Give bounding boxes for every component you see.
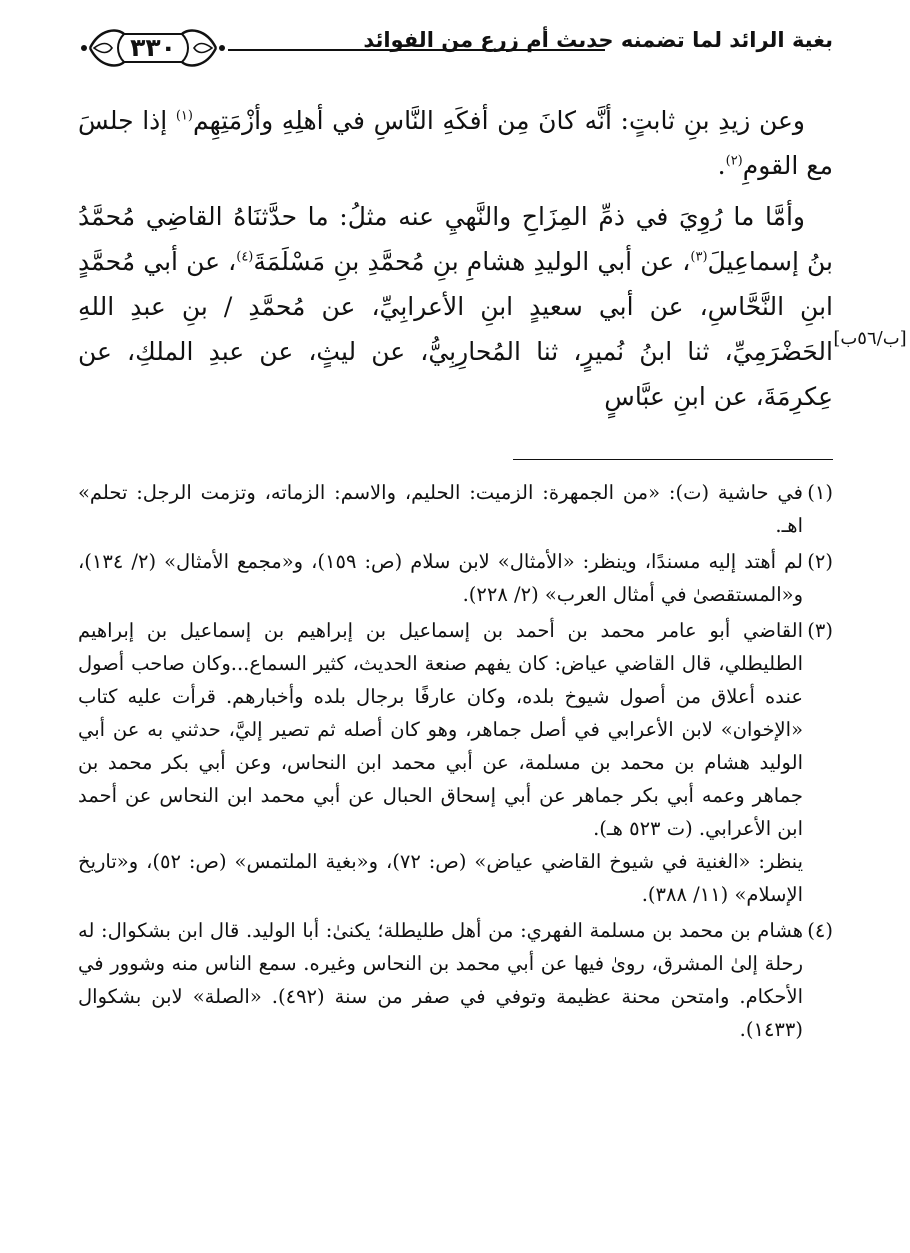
text-segment: ، عن أبي مُحمَّدٍ ابنِ النَّحَّاسِ، عن أبي سعيدٍ ابنِ الأعرابِيِّ، عن مُحمَّدِ / بنِ عبدِ اللهِ الحَضْرَمِيِّ، ثنا ابنُ نُميرٍ، ثنا المُحارِبِيُّ، عن ليثٍ، عن عبدِ الملكِ، عن عِكرِمَةَ، عن ابنِ عبَّاسٍ [78, 247, 833, 411]
footnote-ref: (٣) [690, 249, 708, 265]
footnote-number: (٢) [807, 550, 833, 573]
footnote-number: (٤) [807, 919, 833, 942]
page-header [78, 22, 833, 74]
footnote-item [78, 614, 833, 911]
text-segment: وأمَّا ما رُوِيَ في ذمِّ المِزَاحِ والنَّهيِ عنه مثلُ: ما حدَّثنَاهُ القاضِي مُحمَّدُ بنُ إسماعِيلَ [78, 202, 834, 276]
footnote-ref: (١) [175, 108, 193, 124]
footnote-number: (١) [807, 481, 833, 504]
footnote-item [78, 545, 833, 611]
footnote-text: هشام بن محمد بن مسلمة الفهري: من أهل طليطلة؛ يكنىٰ: أبا الوليد. قال ابن بشكوال: له رحلة إلىٰ المشرق، روىٰ فيها عن أبي محمد بن النحاس وغيره. سمع الناس منه وشوور في الأحكام. وامتحن محنة عظيمة وتوفي في صفر من سنة (٤٩٢). «الصلة» لابن بشكوال (١٤٣٣). [78, 919, 803, 1041]
footnote-separator [513, 459, 833, 460]
footnote-item [78, 914, 833, 1046]
footnote-item [78, 476, 833, 542]
footnote-text: في حاشية (ت): «من الجمهرة: الزميت: الحليم، والاسم: الزماته، وتزمت الرجل: تحلم» اهـ. [78, 481, 803, 537]
page-number-ornament [78, 22, 228, 74]
text-segment: إذا جلسَ مع القومِ [78, 106, 833, 180]
main-paragraph [78, 194, 833, 419]
footnote-number: (٣) [807, 619, 833, 642]
text-segment: ، عن أبي الوليدِ هشامِ بنِ مُحمَّدِ بنِ مَسْلَمَةَ [253, 247, 691, 276]
footnote-ref: (٢) [725, 153, 743, 169]
footnote-ref: (٤) [236, 249, 254, 265]
main-paragraph [78, 98, 833, 188]
footnote-sources: ينظر: «الغنية في شيوخ القاضي عياض» (ص: ٧٢)، و«بغية الملتمس» (ص: ٥٢)، و«تاريخ الإسلام» (١١/ ٣٨٨). [78, 850, 803, 906]
running-title: بغية الرائد لما تضمنه حديث أم زرع من الفوائد [363, 28, 833, 52]
text-segment: وعن زيدِ بنِ ثابتٍ: أنَّه كانَ مِن أفكَهِ النَّاسِ في أهلِهِ وأزْمَتِهِم [192, 106, 805, 135]
page-number: ٣٣٠ [130, 33, 176, 62]
text-segment: . [717, 151, 726, 180]
main-text [78, 98, 833, 425]
footnote-text: القاضي أبو عامر محمد بن أحمد بن إسماعيل بن إبراهيم بن إسماعيل بن إبراهيم الطليطلي، قال القاضي عياض: كان يفهم صنعة الحديث، كثير السماع...وكان صاحب أصول عنده أعلاق من أصول شيوخ بلده، وكان عارفًا برجال بلده وأخبارهم. قرأت عليه كتاب «الإخوان» لابن الأعرابي في أصل جماهر، وهو كان أصله ثم تصير إليَّ، حدثني به عن أبي الوليد هشام بن محمد بن مسلمة، عن أبي محمد ابن النحاس، وعن أبي بكر محمد بن جماهر وعمه أبي بكر جماهر عن أبي إسحاق الحبال عن أبي محمد ابن النحاس عن أحمد ابن الأعرابي. (ت ٥٢٣ هـ). [78, 619, 803, 840]
footnotes [78, 476, 833, 1049]
footnote-text: لم أهتد إليه مسندًا، وينظر: «الأمثال» لابن سلام (ص: ١٥٩)، و«مجمع الأمثال» (٢/ ١٣٤)، و«المستقصىٰ في أمثال العرب» (٢/ ٢٢٨). [78, 550, 804, 606]
manuscript-folio-note: [ب/٥٦ب] [833, 328, 907, 349]
